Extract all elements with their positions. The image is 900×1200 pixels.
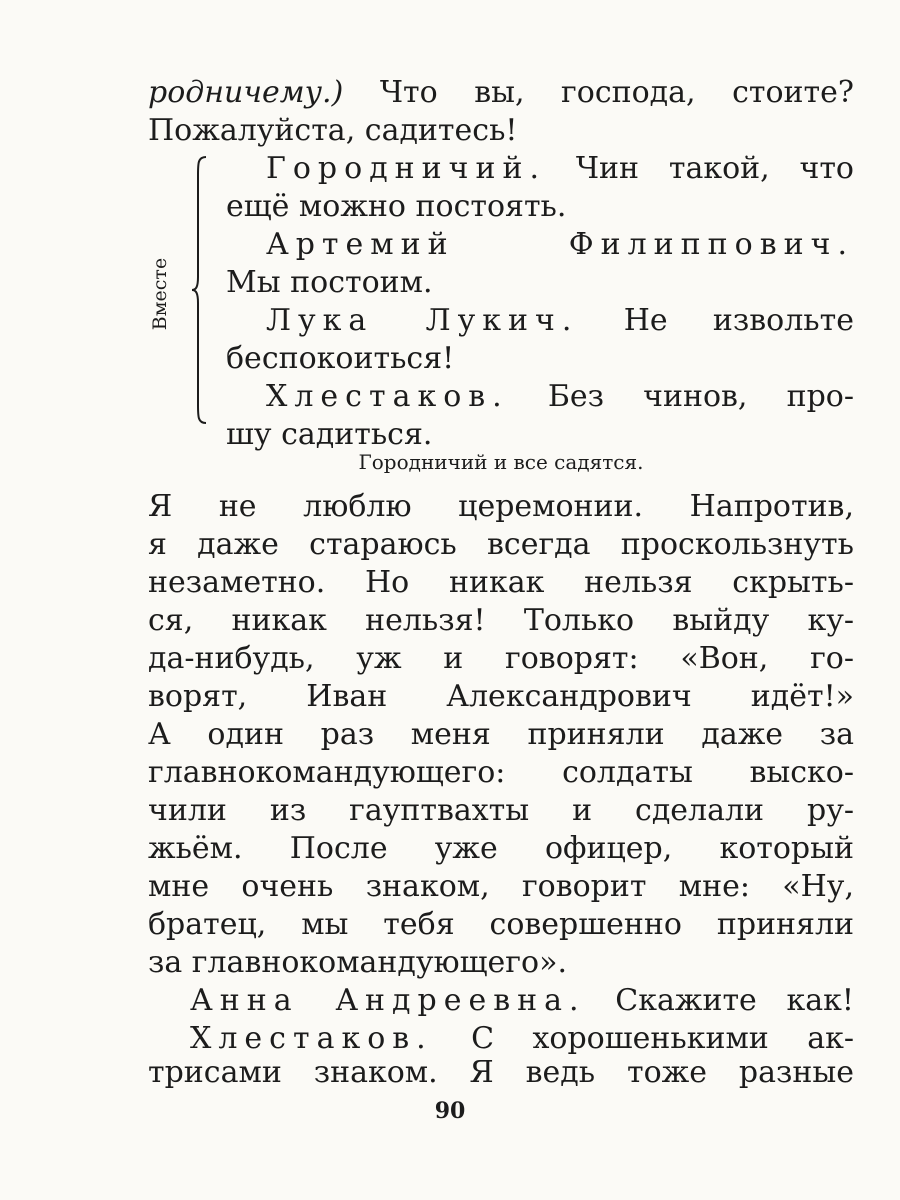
text-line: мне очень знаком, говорит мне: «Ну, (148, 869, 854, 904)
dialogue-line (266, 302, 854, 340)
text-line: Мы постоим. (226, 265, 433, 300)
text-line: да-нибудь, уж и говорят: «Вон, го- (148, 641, 854, 676)
text-line: ещё можно постоять. (226, 189, 567, 224)
text-line: трисами знаком. Я ведь тоже разные (148, 1055, 854, 1090)
text-line: ворят, Иван Александрович идёт!» (148, 679, 854, 714)
dialogue-line (266, 378, 854, 416)
speaker-name: Городничий. (266, 151, 547, 186)
text-line: Пожалуйста, садитесь! (148, 113, 518, 148)
text-line: шу садиться. (226, 417, 433, 452)
speech-text: Что вы, господа, стоите? (379, 75, 854, 110)
text-line: я даже стараюсь всегда проскользнуть (148, 527, 854, 562)
dialogue-line (190, 1020, 854, 1058)
bracket-label: Вместе (149, 257, 171, 331)
speaker-name: Анна Андреевна. (190, 983, 586, 1018)
text-line: жьём. После уже офицер, который (148, 831, 854, 866)
speech-text: Не извольте (623, 303, 854, 338)
dialogue-line (190, 982, 854, 1020)
text-line: за главнокомандующего». (148, 945, 567, 980)
stage-direction: Городничий и все садятся. (358, 450, 644, 474)
text-line: незаметно. Но никак нельзя скрыть- (148, 565, 854, 600)
text-line: ся, никак нельзя! Только выйду ку- (148, 603, 854, 638)
text-line: Я не люблю церемонии. Напротив, (148, 489, 854, 524)
chorus-bracket (190, 155, 208, 425)
text-line: чили из гауптвахты и сделали ру- (148, 793, 854, 828)
speech-text: Скажите как! (615, 983, 854, 1018)
text-line: беспокоиться! (226, 341, 455, 376)
speech-text: Без чинов, про- (547, 379, 854, 414)
text-line: братец, мы тебя совершенно приняли (148, 907, 854, 942)
speaker-name: Хлестаков. (266, 379, 509, 414)
speaker-name: Артемий Филиппович. (266, 227, 854, 262)
dialogue-line (266, 150, 854, 188)
speech-text: Чин такой, что (575, 151, 854, 186)
page-number: 90 (434, 1098, 466, 1124)
speaker-name: Хлестаков. (190, 1021, 433, 1056)
speaker-name: Лука Лукич. (266, 303, 579, 338)
dialogue-line (266, 226, 854, 264)
text-line: А один раз меня приняли даже за (148, 717, 854, 752)
text-line (148, 74, 854, 112)
text-line: главнокомандующего: солдаты выско- (148, 755, 854, 790)
speech-text: С хорошенькими ак- (471, 1021, 854, 1056)
stage-direction-end: родничему.) (148, 75, 344, 110)
